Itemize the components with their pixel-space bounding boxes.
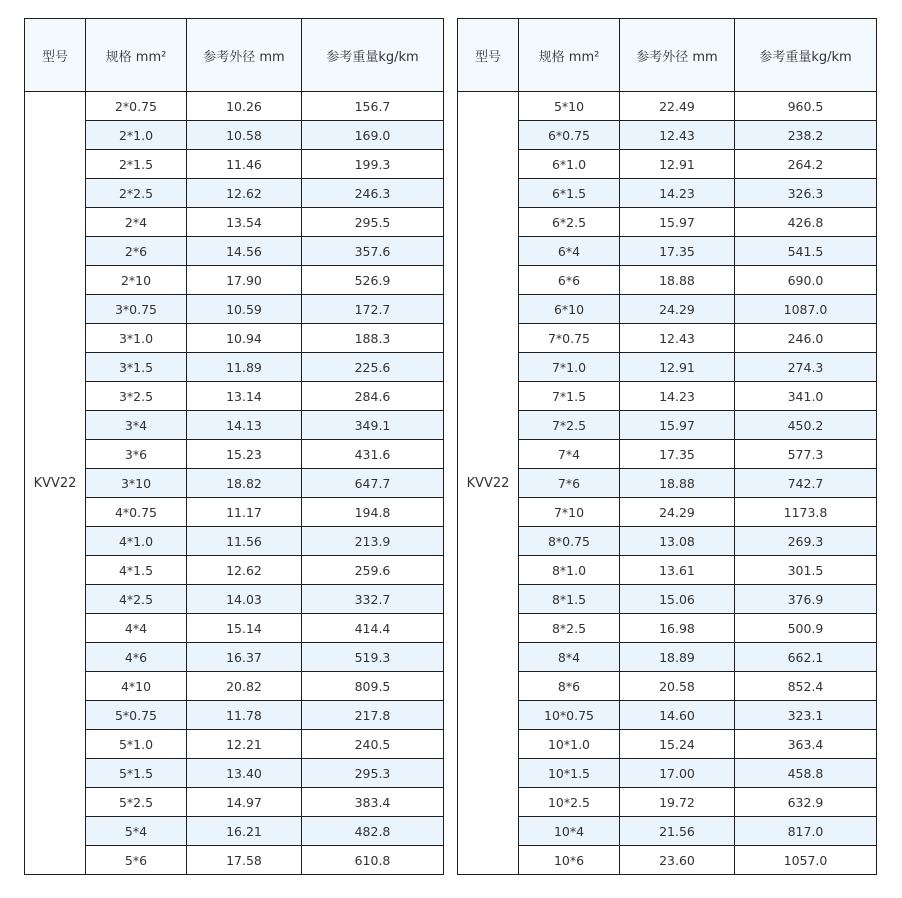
- diameter-cell: 12.62: [187, 556, 302, 585]
- spec-cell: 4*10: [86, 672, 187, 701]
- diameter-cell: 14.23: [620, 179, 735, 208]
- weight-cell: 357.6: [302, 237, 444, 266]
- weight-cell: 1057.0: [735, 846, 877, 875]
- spec-cell: 5*1.0: [86, 730, 187, 759]
- spec-cell: 8*6: [519, 672, 620, 701]
- weight-cell: 383.4: [302, 788, 444, 817]
- table-row: [458, 121, 877, 150]
- diameter-cell: 12.62: [187, 179, 302, 208]
- table-row: [25, 266, 444, 295]
- spec-cell: 10*1.5: [519, 759, 620, 788]
- diameter-cell: 24.29: [620, 295, 735, 324]
- table-row: [25, 179, 444, 208]
- weight-cell: 341.0: [735, 382, 877, 411]
- table-row: [25, 846, 444, 875]
- diameter-cell: 12.43: [620, 324, 735, 353]
- table-row: [458, 498, 877, 527]
- table-row: [25, 817, 444, 846]
- diameter-cell: 17.35: [620, 237, 735, 266]
- diameter-cell: 13.08: [620, 527, 735, 556]
- weight-cell: 284.6: [302, 382, 444, 411]
- weight-cell: 326.3: [735, 179, 877, 208]
- weight-cell: 295.5: [302, 208, 444, 237]
- table-row: [458, 150, 877, 179]
- weight-cell: 450.2: [735, 411, 877, 440]
- diameter-cell: 24.29: [620, 498, 735, 527]
- spec-cell: 2*2.5: [86, 179, 187, 208]
- diameter-cell: 15.97: [620, 208, 735, 237]
- spec-cell: 2*0.75: [86, 92, 187, 121]
- diameter-cell: 11.46: [187, 150, 302, 179]
- table-row: [25, 324, 444, 353]
- header-diameter: 参考外径 mm: [187, 19, 302, 92]
- table-row: [25, 150, 444, 179]
- table-row: [458, 295, 877, 324]
- diameter-cell: 10.58: [187, 121, 302, 150]
- spec-cell: 5*0.75: [86, 701, 187, 730]
- table-row: [25, 730, 444, 759]
- spec-cell: 3*2.5: [86, 382, 187, 411]
- spec-cell: 7*1.0: [519, 353, 620, 382]
- table-row: [25, 556, 444, 585]
- table-row: [458, 585, 877, 614]
- weight-cell: 458.8: [735, 759, 877, 788]
- diameter-cell: 15.14: [187, 614, 302, 643]
- spec-cell: 7*1.5: [519, 382, 620, 411]
- header-spec: 规格 mm²: [519, 19, 620, 92]
- weight-cell: 414.4: [302, 614, 444, 643]
- diameter-cell: 19.72: [620, 788, 735, 817]
- diameter-cell: 12.43: [620, 121, 735, 150]
- table-row: [458, 92, 877, 121]
- table-row: [458, 527, 877, 556]
- spec-cell: 7*0.75: [519, 324, 620, 353]
- weight-cell: 519.3: [302, 643, 444, 672]
- weight-cell: 349.1: [302, 411, 444, 440]
- table-row: [25, 353, 444, 382]
- spec-cell: 4*1.5: [86, 556, 187, 585]
- weight-cell: 217.8: [302, 701, 444, 730]
- table-row: [25, 411, 444, 440]
- weight-cell: 426.8: [735, 208, 877, 237]
- spec-table-right: [457, 18, 877, 875]
- diameter-cell: 11.17: [187, 498, 302, 527]
- table-row: [25, 469, 444, 498]
- weight-cell: 240.5: [302, 730, 444, 759]
- diameter-cell: 15.24: [620, 730, 735, 759]
- table-row: [25, 614, 444, 643]
- diameter-cell: 13.61: [620, 556, 735, 585]
- diameter-cell: 18.88: [620, 266, 735, 295]
- table-row: [25, 440, 444, 469]
- table-row: [458, 469, 877, 498]
- weight-cell: 264.2: [735, 150, 877, 179]
- table-header-row: [458, 19, 877, 92]
- weight-cell: 431.6: [302, 440, 444, 469]
- spec-cell: 10*4: [519, 817, 620, 846]
- weight-cell: 500.9: [735, 614, 877, 643]
- weight-cell: 817.0: [735, 817, 877, 846]
- diameter-cell: 14.23: [620, 382, 735, 411]
- weight-cell: 541.5: [735, 237, 877, 266]
- diameter-cell: 14.13: [187, 411, 302, 440]
- spec-cell: 4*2.5: [86, 585, 187, 614]
- spec-cell: 4*4: [86, 614, 187, 643]
- table-row: [458, 382, 877, 411]
- table-row: [458, 208, 877, 237]
- weight-cell: 632.9: [735, 788, 877, 817]
- diameter-cell: 21.56: [620, 817, 735, 846]
- weight-cell: 169.0: [302, 121, 444, 150]
- spec-cell: 10*2.5: [519, 788, 620, 817]
- weight-cell: 647.7: [302, 469, 444, 498]
- diameter-cell: 17.35: [620, 440, 735, 469]
- table-row: [25, 498, 444, 527]
- diameter-cell: 14.03: [187, 585, 302, 614]
- diameter-cell: 14.97: [187, 788, 302, 817]
- diameter-cell: 13.14: [187, 382, 302, 411]
- weight-cell: 960.5: [735, 92, 877, 121]
- table-row: [25, 585, 444, 614]
- weight-cell: 577.3: [735, 440, 877, 469]
- table-row: [25, 643, 444, 672]
- weight-cell: 323.1: [735, 701, 877, 730]
- diameter-cell: 13.40: [187, 759, 302, 788]
- spec-cell: 6*4: [519, 237, 620, 266]
- table-row: [25, 672, 444, 701]
- weight-cell: 363.4: [735, 730, 877, 759]
- header-weight: 参考重量kg/km: [302, 19, 444, 92]
- spec-cell: 10*6: [519, 846, 620, 875]
- table-row: [458, 643, 877, 672]
- diameter-cell: 16.21: [187, 817, 302, 846]
- diameter-cell: 20.58: [620, 672, 735, 701]
- weight-cell: 482.8: [302, 817, 444, 846]
- model-cell: KVV22: [458, 92, 519, 875]
- diameter-cell: 15.97: [620, 411, 735, 440]
- table-row: [458, 556, 877, 585]
- weight-cell: 274.3: [735, 353, 877, 382]
- spec-cell: 6*10: [519, 295, 620, 324]
- diameter-cell: 16.98: [620, 614, 735, 643]
- diameter-cell: 17.90: [187, 266, 302, 295]
- spec-cell: 2*4: [86, 208, 187, 237]
- spec-cell: 5*6: [86, 846, 187, 875]
- table-row: [458, 237, 877, 266]
- weight-cell: 213.9: [302, 527, 444, 556]
- table-row: [458, 614, 877, 643]
- table-row: [25, 237, 444, 266]
- weight-cell: 610.8: [302, 846, 444, 875]
- spec-cell: 7*10: [519, 498, 620, 527]
- spec-cell: 2*1.0: [86, 121, 187, 150]
- weight-cell: 332.7: [302, 585, 444, 614]
- spec-cell: 2*6: [86, 237, 187, 266]
- table-row: [458, 846, 877, 875]
- weight-cell: 742.7: [735, 469, 877, 498]
- spec-cell: 3*1.5: [86, 353, 187, 382]
- table-row: [25, 382, 444, 411]
- table-row: [25, 759, 444, 788]
- model-cell: KVV22: [25, 92, 86, 875]
- diameter-cell: 18.88: [620, 469, 735, 498]
- table-row: [458, 179, 877, 208]
- weight-cell: 246.3: [302, 179, 444, 208]
- header-model: 型号: [458, 19, 519, 92]
- spec-cell: 8*2.5: [519, 614, 620, 643]
- weight-cell: 172.7: [302, 295, 444, 324]
- table-row: [458, 730, 877, 759]
- spec-cell: 6*2.5: [519, 208, 620, 237]
- header-weight: 参考重量kg/km: [735, 19, 877, 92]
- diameter-cell: 12.91: [620, 353, 735, 382]
- spec-cell: 3*4: [86, 411, 187, 440]
- spec-cell: 6*0.75: [519, 121, 620, 150]
- diameter-cell: 10.59: [187, 295, 302, 324]
- weight-cell: 376.9: [735, 585, 877, 614]
- spec-cell: 2*10: [86, 266, 187, 295]
- diameter-cell: 12.91: [620, 150, 735, 179]
- weight-cell: 809.5: [302, 672, 444, 701]
- header-diameter: 参考外径 mm: [620, 19, 735, 92]
- table-row: [458, 672, 877, 701]
- table-row: [458, 353, 877, 382]
- weight-cell: 301.5: [735, 556, 877, 585]
- diameter-cell: 14.56: [187, 237, 302, 266]
- spec-table-left: [24, 18, 444, 875]
- spec-cell: 6*1.5: [519, 179, 620, 208]
- diameter-cell: 16.37: [187, 643, 302, 672]
- weight-cell: 188.3: [302, 324, 444, 353]
- weight-cell: 526.9: [302, 266, 444, 295]
- diameter-cell: 23.60: [620, 846, 735, 875]
- weight-cell: 194.8: [302, 498, 444, 527]
- spec-cell: 6*1.0: [519, 150, 620, 179]
- spec-cell: 4*6: [86, 643, 187, 672]
- table-row: [25, 788, 444, 817]
- spec-cell: 5*10: [519, 92, 620, 121]
- diameter-cell: 17.00: [620, 759, 735, 788]
- weight-cell: 259.6: [302, 556, 444, 585]
- diameter-cell: 10.26: [187, 92, 302, 121]
- weight-cell: 269.3: [735, 527, 877, 556]
- spec-cell: 10*1.0: [519, 730, 620, 759]
- diameter-cell: 18.82: [187, 469, 302, 498]
- spec-cell: 8*1.0: [519, 556, 620, 585]
- weight-cell: 295.3: [302, 759, 444, 788]
- spec-cell: 4*1.0: [86, 527, 187, 556]
- table-row: [458, 440, 877, 469]
- spec-cell: 3*6: [86, 440, 187, 469]
- table-row: [25, 527, 444, 556]
- weight-cell: 156.7: [302, 92, 444, 121]
- spec-cell: 8*0.75: [519, 527, 620, 556]
- weight-cell: 199.3: [302, 150, 444, 179]
- table-row: [25, 121, 444, 150]
- diameter-cell: 20.82: [187, 672, 302, 701]
- weight-cell: 246.0: [735, 324, 877, 353]
- diameter-cell: 14.60: [620, 701, 735, 730]
- weight-cell: 852.4: [735, 672, 877, 701]
- table-row: [458, 817, 877, 846]
- spec-cell: 7*4: [519, 440, 620, 469]
- table-row: [25, 295, 444, 324]
- spec-cell: 10*0.75: [519, 701, 620, 730]
- spec-cell: 6*6: [519, 266, 620, 295]
- diameter-cell: 13.54: [187, 208, 302, 237]
- weight-cell: 662.1: [735, 643, 877, 672]
- header-spec: 规格 mm²: [86, 19, 187, 92]
- diameter-cell: 11.56: [187, 527, 302, 556]
- spec-cell: 3*1.0: [86, 324, 187, 353]
- table-row: [25, 208, 444, 237]
- weight-cell: 1173.8: [735, 498, 877, 527]
- spec-cell: 8*1.5: [519, 585, 620, 614]
- spec-cell: 7*6: [519, 469, 620, 498]
- diameter-cell: 15.06: [620, 585, 735, 614]
- table-row: [458, 266, 877, 295]
- table-row: [25, 701, 444, 730]
- diameter-cell: 10.94: [187, 324, 302, 353]
- weight-cell: 690.0: [735, 266, 877, 295]
- spec-cell: 8*4: [519, 643, 620, 672]
- diameter-cell: 12.21: [187, 730, 302, 759]
- table-row: [458, 759, 877, 788]
- spec-cell: 5*4: [86, 817, 187, 846]
- diameter-cell: 17.58: [187, 846, 302, 875]
- diameter-cell: 11.78: [187, 701, 302, 730]
- spec-cell: 3*10: [86, 469, 187, 498]
- spec-cell: 7*2.5: [519, 411, 620, 440]
- table-row: [458, 701, 877, 730]
- diameter-cell: 11.89: [187, 353, 302, 382]
- table-row: [458, 788, 877, 817]
- spec-cell: 2*1.5: [86, 150, 187, 179]
- table-header-row: [25, 19, 444, 92]
- spec-cell: 4*0.75: [86, 498, 187, 527]
- diameter-cell: 15.23: [187, 440, 302, 469]
- diameter-cell: 22.49: [620, 92, 735, 121]
- spec-cell: 5*1.5: [86, 759, 187, 788]
- weight-cell: 225.6: [302, 353, 444, 382]
- weight-cell: 1087.0: [735, 295, 877, 324]
- table-row: [25, 92, 444, 121]
- spec-cell: 3*0.75: [86, 295, 187, 324]
- spec-cell: 5*2.5: [86, 788, 187, 817]
- weight-cell: 238.2: [735, 121, 877, 150]
- header-model: 型号: [25, 19, 86, 92]
- diameter-cell: 18.89: [620, 643, 735, 672]
- table-row: [458, 411, 877, 440]
- table-row: [458, 324, 877, 353]
